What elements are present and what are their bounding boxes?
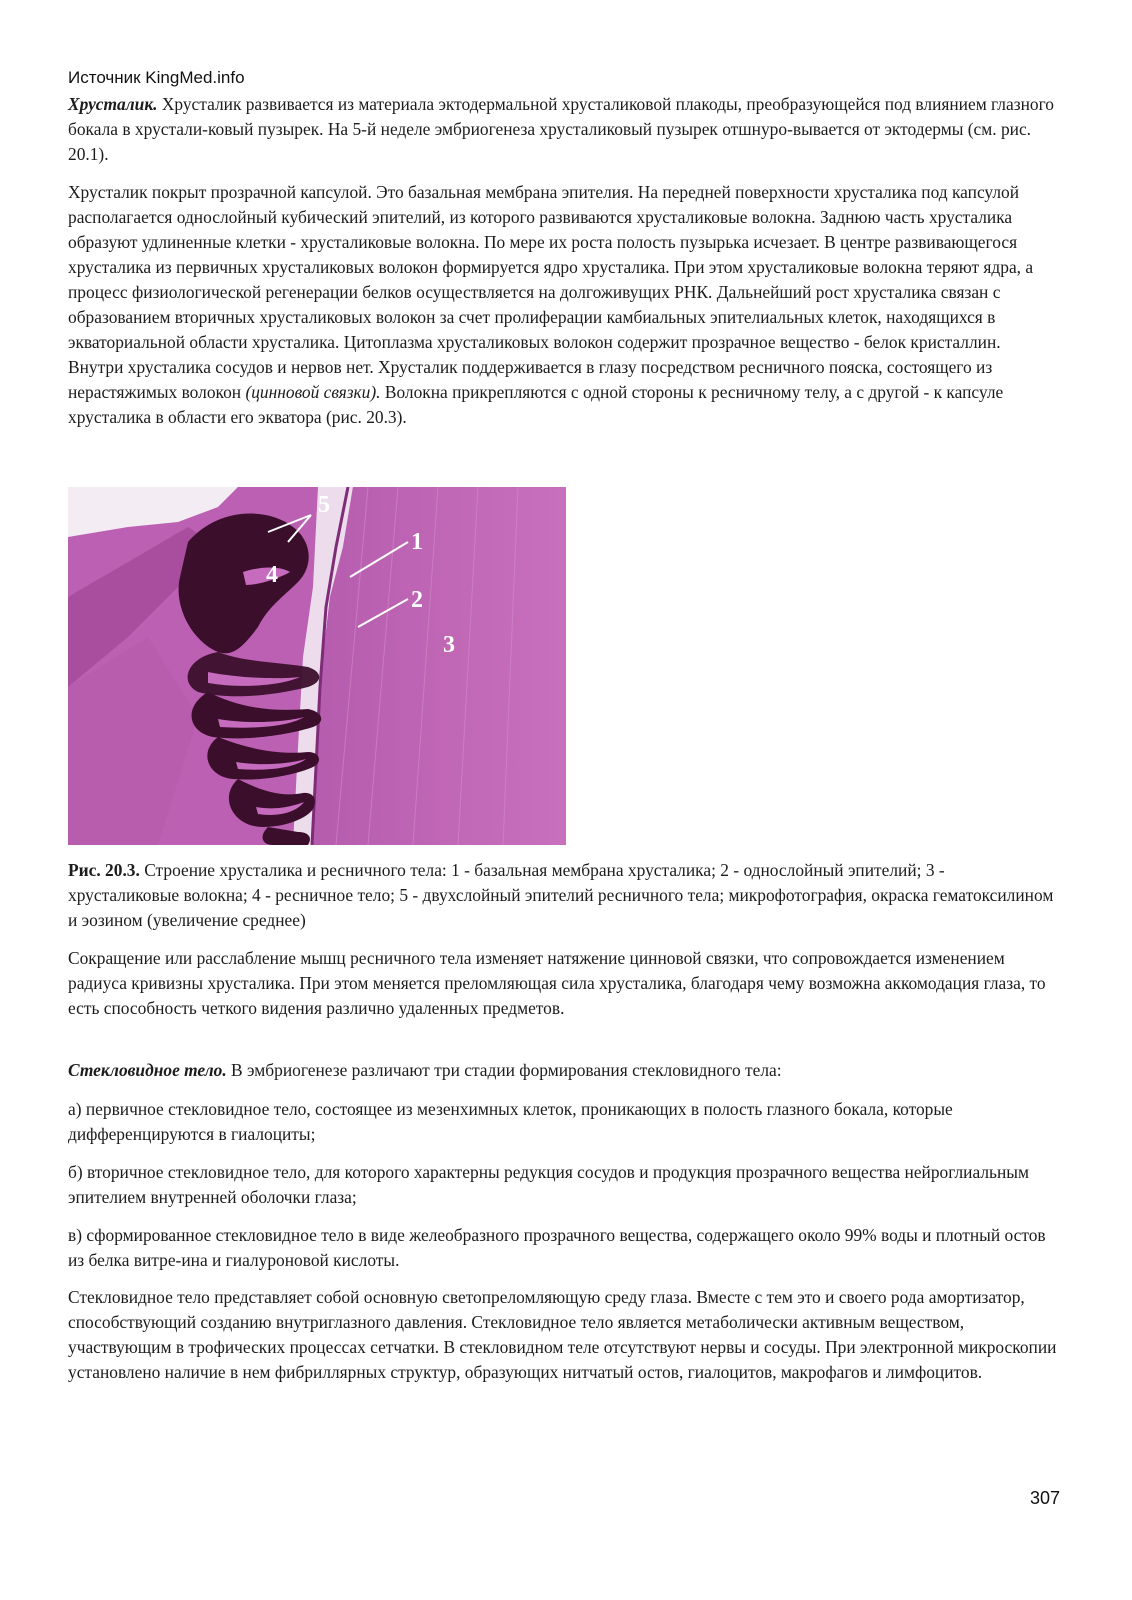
figure-label-5: 5 <box>318 492 330 518</box>
zonule-term: (цинновой связки). <box>245 382 381 402</box>
capsule-text-end: Волокна прикрепляются с одной стороны к ресничному телу, а с другой - к капсуле хрусталика в области его экватора (рис. 20.3). <box>68 382 1004 427</box>
figure-label-2: 2 <box>411 587 423 613</box>
accommodation-paragraph: Сокращение или расслабление мышц ресничного тела изменяет натяжение цинновой связки, что сопровождается изменением радиуса кривизны хрусталика. При этом меняется преломляющая сила хрусталика, благодаря чему возможна аккомодация глаза, то есть способность четкого видения различно удаленных предметов. <box>68 948 1046 1018</box>
micrograph-image <box>68 487 566 845</box>
lens-region <box>313 487 566 845</box>
stage-c: в) сформированное стекловидное тело в виде желеобразного прозрачного вещества, содержащего около 99% воды и плотный остов из белка витре-ина и гиалуроновой кислоты. <box>68 1225 1046 1270</box>
figure-caption <box>68 858 1058 933</box>
figure-label-4: 4 <box>266 562 278 588</box>
source-header: Источник KingMed.info <box>68 68 245 87</box>
micrograph-figure <box>68 487 566 845</box>
lens-paragraph <box>68 92 1058 167</box>
figure-label-1: 1 <box>411 529 423 555</box>
vitreous-heading: Стекловидное тело. <box>68 1060 227 1080</box>
vitreous-paragraph <box>68 1058 1058 1083</box>
capsule-text: Хрусталик покрыт прозрачной капсулой. Это базальная мембрана эпителия. На передней поверхности хрусталика под капсулой располагается однослойный кубический эпителий, из которого развиваются хрусталиковые волокна. Заднюю часть хрусталика образуют удлиненные клетки - хрусталиковые волокна. По мере их роста полость пузырька исчезает. В центре развивающегося хрусталика из первичных хрусталиковых волокон формируется ядро хрусталика. При этом хрусталиковые волокна теряют ядра, а процесс физиологической регенерации белков осуществляется на долгоживущих РНК. Дальнейший рост хрусталика связан с образованием вторичных хрусталиковых волокон за счет пролиферации камбиальных эпителиальных клеток, находящихся в экваториальной области хрусталика. Цитоплазма хрусталиковых волокон содержит прозрачное вещество - белок кристаллин. Внутри хрусталика сосудов и нервов нет. Хрусталик поддерживается в глазу посредством ресничного пояска, состоящего из нерастяжимых волокон <box>68 182 1034 402</box>
caption-text: Строение хрусталика и ресничного тела: 1 - базальная мембрана хрусталика; 2 - однослойный эпителий; 3 - хрусталиковые волокна; 4 - ресничное тело; 5 - двухслойный эпителий ресничного тела; микрофотография, окраска гематоксилином и эозином (увеличение среднее) <box>68 860 1054 930</box>
lens-text: Хрусталик развивается из материала эктодермальной хрусталиковой плакоды, преобразующейся под влиянием глазного бокала в хрустали-ковый пузырек. На 5-й неделе эмбриогенеза хрусталиковый пузырек отшнуро-вывается от эктодермы (см. рис. 20.1). <box>68 94 1054 164</box>
figure-label-3: 3 <box>443 632 455 658</box>
page-number: 307 <box>1030 1488 1061 1508</box>
stage-a: а) первичное стекловидное тело, состоящее из мезенхимных клеток, проникающих в полость глазного бокала, которые дифференцируются в гиалоциты; <box>68 1099 953 1144</box>
capsule-paragraph <box>68 180 1058 430</box>
stage-b: б) вторичное стекловидное тело, для которого характерны редукция сосудов и продукция прозрачного вещества нейроглиальным эпителием внутренней оболочки глаза; <box>68 1162 1029 1207</box>
caption-label: Рис. 20.3. <box>68 860 140 880</box>
lens-heading: Хрусталик. <box>68 94 158 114</box>
closing-paragraph: Стекловидное тело представляет собой основную светопреломляющую среду глаза. Вместе с тем это и своего рода амортизатор, способствующий созданию внутриглазного давления. Стекловидное тело является метаболически активным веществом, участвующим в трофических процессах сетчатки. В стекловидном теле отсутствуют нервы и сосуды. При электронной микроскопии установлено наличие в нем фибриллярных структур, образующих нитчатый остов, гиалоцитов, макрофагов и лимфоцитов. <box>68 1287 1057 1382</box>
vitreous-text: В эмбриогенезе различают три стадии формирования стекловидного тела: <box>226 1060 782 1080</box>
